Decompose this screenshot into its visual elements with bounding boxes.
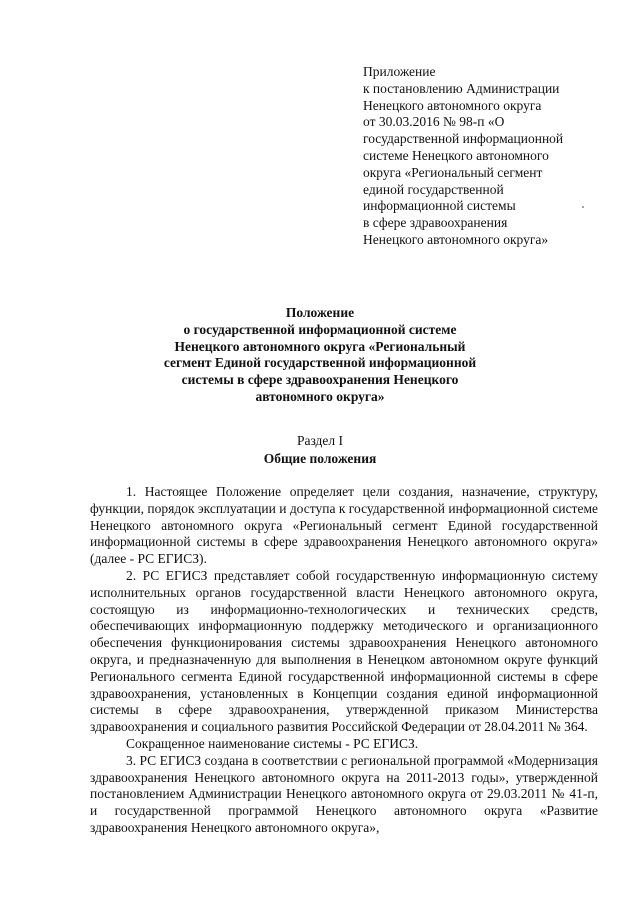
title-line: автономного округа» bbox=[255, 388, 385, 404]
paragraph: Сокращенное наименование системы - РС ЕГИСЗ. bbox=[126, 735, 419, 751]
title-line: о государственной информационной системе bbox=[183, 321, 457, 337]
title-line: системы в сфере здравоохранения Ненецкого bbox=[181, 372, 459, 388]
document-body bbox=[90, 484, 598, 837]
appendix-line: в сфере здравоохранения bbox=[363, 215, 508, 231]
appendix-line: государственной информационной bbox=[363, 131, 564, 147]
appendix-line: Ненецкого автономного округа bbox=[363, 97, 542, 113]
scan-speck bbox=[582, 206, 584, 208]
appendix-line: округа «Региональный сегмент bbox=[363, 164, 543, 180]
title-line: сегмент Единой государственной информационной bbox=[163, 355, 477, 371]
title-line: Положение bbox=[285, 305, 355, 320]
section-label: Раздел I bbox=[296, 433, 344, 448]
paragraph: 2. РС ЕГИСЗ представляет собой государственную информационную систему исполнительных органов государственной власти Ненецкого автономного округа, состоящую из информационно-технологических и технических средств, обеспечивающих информационную поддержку методического и организационного обеспечения функционирования системы здравоохранения Ненецкого автономного округа, и предназначенную для выполнения в Ненецком автономном округе функций Регионального сегмента Единой государственной информационной системы в сфере здравоохранения, установленных в Концепции создания единой информационной системы в сфере здравоохранения, утвержденной приказом Министерства здравоохранения и социального развития Российской Федерации от 28.04.2011 № 364. bbox=[90, 567, 598, 735]
appendix-line: Ненецкого автономного округа» bbox=[363, 231, 549, 247]
paragraph: 3. РС ЕГИСЗ создана в соответствии с региональной программой «Модернизация здравоохранения Ненецкого автономного округа на 2011-2013 годы», утвержденной постановлением Администрации Ненецкого автономного округа от 29.03.2011 № 41-п, и государственной программой Ненецкого автономного округа «Развитие здравоохранения Ненецкого автономного округа», bbox=[90, 752, 598, 835]
appendix-line: единой государственной bbox=[363, 181, 504, 197]
appendix-line: к постановлению Администрации bbox=[363, 80, 560, 96]
appendix-line: информационной системы bbox=[363, 198, 516, 214]
appendix-line: системе Ненецкого автономного bbox=[363, 147, 549, 163]
appendix-header bbox=[363, 64, 623, 249]
appendix-line: Приложение bbox=[363, 64, 436, 79]
paragraph: 1. Настоящее Положение определяет цели создания, назначение, структуру, функции, порядок эксплуатации и доступа к государственной информационной системе Ненецкого автономного округа «Региональный сегмент Единой государственной информационной системы в сфере здравоохранения Ненецкого автономного округа» (далее - РС ЕГИСЗ). bbox=[90, 484, 598, 567]
document-title bbox=[120, 305, 520, 406]
appendix-line: от 30.03.2016 № 98-п «О bbox=[363, 114, 505, 130]
section-title: Общие положения bbox=[263, 451, 377, 466]
title-line: Ненецкого автономного округа «Региональный bbox=[174, 338, 466, 354]
